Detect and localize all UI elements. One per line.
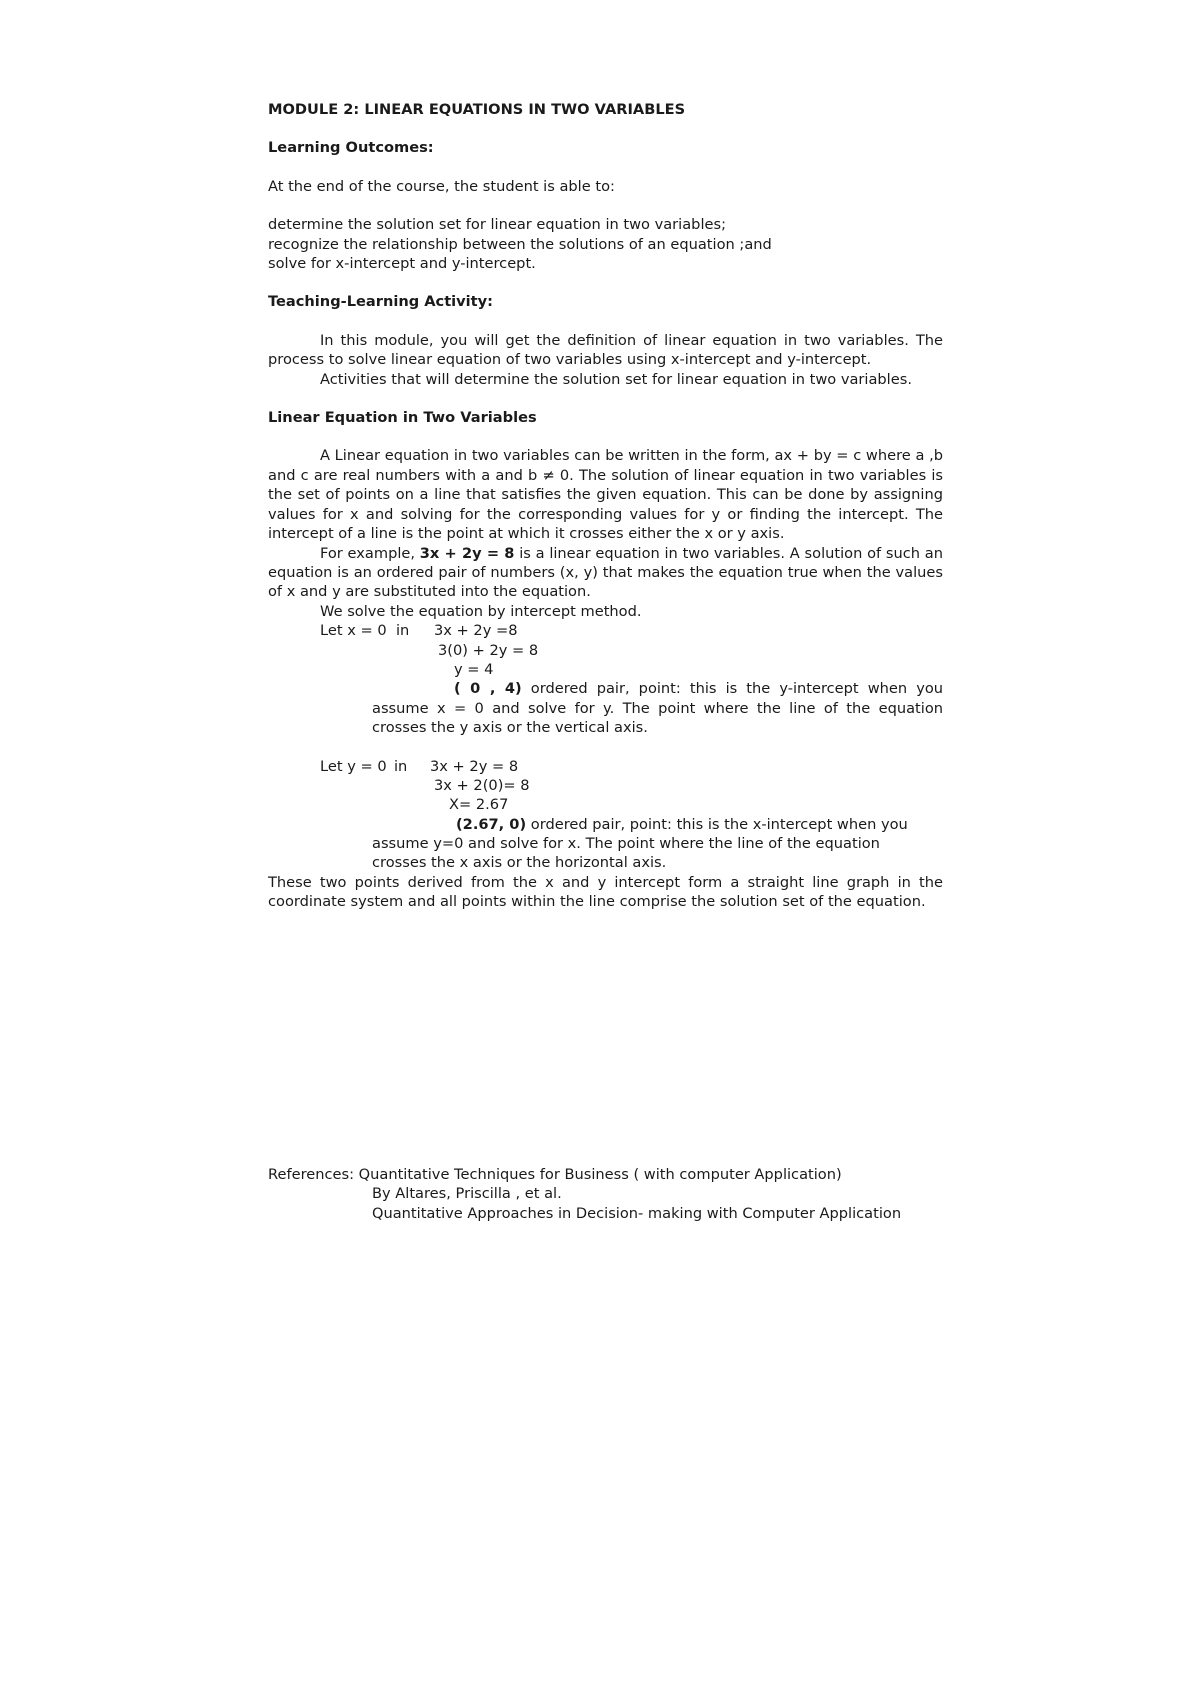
outcome-item: recognize the relationship between the solutions of an equation ;and [268, 235, 772, 253]
in-label: in [396, 622, 410, 640]
step-x-eq2: 3(0) + 2y = 8 [438, 641, 539, 659]
in-label: in [394, 757, 408, 775]
outcome-item: solve for x-intercept and y-intercept. [268, 255, 536, 273]
step-x-eq1: 3x + 2y =8 [434, 622, 518, 640]
step-y-row-1 [268, 757, 943, 776]
step-y-row-5: assume y=0 and solve for x. The point where the line of the equation [372, 835, 880, 853]
tla-heading: Teaching-Learning Activity: [268, 293, 494, 311]
tla-paragraph: Activities that will determine the solution set for linear equation in two variables. [320, 370, 912, 388]
step-y-row-4: (2.67, 0) ordered pair, point: this is the x-intercept when you [456, 815, 908, 833]
references-label: References: [268, 1166, 359, 1183]
step-x-row-1 [268, 621, 943, 640]
references [268, 1165, 968, 1223]
step-y-row-2 [268, 776, 943, 795]
linear-example [268, 544, 943, 602]
reference-item: Quantitative Approaches in Decision- making with Computer Application [372, 1204, 902, 1222]
step-y-row-3 [268, 795, 943, 814]
x-intercept-point: (2.67, 0) [456, 815, 527, 833]
let-x-label: Let x = 0 [320, 622, 387, 640]
reference-item: Quantitative Techniques for Business ( with computer Application) [358, 1166, 842, 1183]
step-y-eq2: 3x + 2(0)= 8 [434, 776, 530, 794]
outcome-item: determine the solution set for linear equation in two variables; [268, 216, 726, 234]
let-y-label: Let y = 0 [320, 757, 387, 775]
step-x-row-3 [268, 660, 943, 679]
example-pre: For example, [320, 544, 420, 562]
step-y-eq1: 3x + 2y = 8 [430, 757, 519, 775]
example-post: is a linear equation in two variables. A solution of such an equation is an ordered pair of numbers (x, y) that makes the equation true when the values of x and y are substituted into the equation. [268, 544, 943, 601]
conclusion-paragraph: These two points derived from the x and y intercept form a straight line graph in the coordinate system and all points within the line comprise the solution set of the equation. [268, 873, 943, 911]
linear-definition: A Linear equation in two variables can be written in the form, ax + by = c where a ,b and c are real numbers with a and b ≠ 0. The solution of linear equation in two variables is the set of points on a line that satisfies the given equation. This can be done by assigning values for x and solving for the corresponding values for y or finding the intercept. The intercept of a line is the point at which it crosses either the x or y axis. [268, 447, 943, 543]
learning-outcomes-intro: At the end of the course, the student is able to: [268, 177, 615, 195]
module-title: MODULE 2: LINEAR EQUATIONS IN TWO VARIABLES [268, 101, 686, 118]
step-x-row-2 [268, 641, 943, 660]
step-y-row-6: crosses the x axis or the horizontal axis. [372, 854, 667, 872]
learning-outcomes-heading: Learning Outcomes: [268, 139, 434, 157]
reference-author: By Altares, Priscilla , et al. [372, 1185, 562, 1203]
tla-paragraph: In this module, you will get the definition of linear equation in two variables. The process to solve linear equation of two variables using x-intercept and y-intercept. [268, 331, 943, 369]
method-line: We solve the equation by intercept method. [320, 602, 642, 620]
step-y-eq3: X= 2.67 [449, 796, 509, 814]
step-x-eq3: y = 4 [454, 660, 494, 678]
y-intercept-point: ( 0 , 4) [454, 680, 522, 698]
example-equation: 3x + 2y = 8 [419, 544, 515, 562]
step-x-explanation: ( 0 , 4) ordered pair, point: this is the y-intercept when you assume x = 0 and solve for y. The point where the line of the equation crosses the y axis or the vertical axis. [372, 680, 944, 737]
linear-heading: Linear Equation in Two Variables [268, 409, 537, 427]
document-body [268, 100, 943, 912]
